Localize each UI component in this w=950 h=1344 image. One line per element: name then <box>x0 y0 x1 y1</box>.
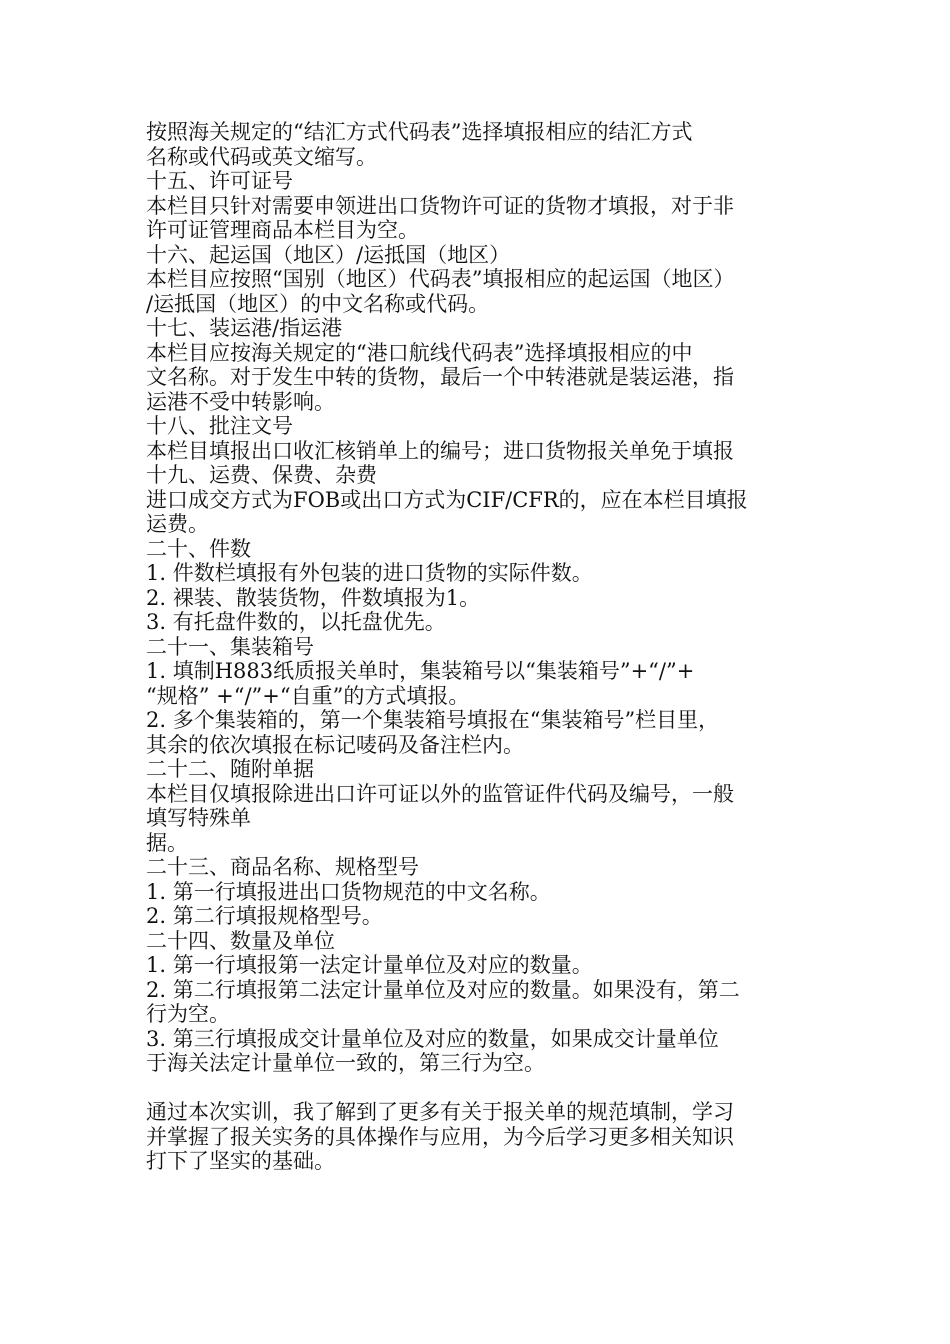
text-line: 2. 第二行填报第二法定计量单位及对应的数量。如果没有，第二 <box>146 977 740 1002</box>
text-line: 本栏目填报出口收汇核销单上的编号；进口货物报关单免于填报 <box>146 438 734 463</box>
text-line: 运港不受中转影响。 <box>146 389 335 414</box>
text-line: 行为空。 <box>146 1002 230 1026</box>
text-line: 按照海关规定的“结汇方式代码表”选择填报相应的结汇方式 <box>146 120 693 144</box>
text-line: 进口成交方式为FOB或出口方式为CIF/CFR的，应在本栏目填报 <box>146 487 748 512</box>
text-line: 本栏目只针对需要申领进出口货物许可证的货物才填报，对于非 <box>146 193 734 218</box>
text-line: 并掌握了报关实务的具体操作与应用，为今后学习更多相关知识 <box>146 1124 734 1149</box>
text-line: 通过本次实训，我了解到了更多有关于报关单的规范填制，学习 <box>146 1100 734 1124</box>
text-line: 2. 裸装、散装货物，件数填报为1。 <box>146 585 481 610</box>
text-line: 许可证管理商品本栏目为空。 <box>146 218 419 242</box>
text-line: 十六、起运国（地区）/运抵国（地区） <box>146 242 511 267</box>
text-line: 于海关法定计量单位一致的，第三行为空。 <box>146 1051 545 1075</box>
text-line: 二十二、随附单据 <box>146 757 314 781</box>
text-line: 打下了坚实的基础。 <box>146 1149 335 1173</box>
text-line: 十五、许可证号 <box>146 169 293 193</box>
document-body <box>146 120 818 1174</box>
text-line: 本栏目仅填报除进出口许可证以外的监管证件代码及编号，一般 <box>146 781 734 806</box>
text-line: 据。 <box>146 830 188 855</box>
text-line: 1. 填制H883纸质报关单时，集装箱号以“集装箱号”+“/”+ <box>146 659 695 683</box>
text-line: 其余的依次填报在标记唛码及备注栏内。 <box>146 732 524 757</box>
text-line: 1. 第一行填报第一法定计量单位及对应的数量。 <box>146 953 593 977</box>
text-line: 填写特殊单 <box>146 806 251 830</box>
text-line: 十七、装运港/指运港 <box>146 316 343 340</box>
text-line: 二十三、商品名称、规格型号 <box>146 855 419 879</box>
text-line: 运费。 <box>146 512 209 536</box>
text-line: 本栏目应按海关规定的“港口航线代码表”选择填报相应的中 <box>146 340 693 365</box>
text-line: 文名称。对于发生中转的货物，最后一个中转港就是装运港，指 <box>146 365 734 389</box>
text-line: 十九、运费、保费、杂费 <box>146 463 377 487</box>
text-line: 名称或代码或英文缩写。 <box>146 144 377 169</box>
text-line: 二十一、集装箱号 <box>146 634 314 659</box>
text-line: 二十、件数 <box>146 536 251 561</box>
text-line: 2. 多个集装箱的，第一个集装箱号填报在“集装箱号”栏目里， <box>146 708 720 732</box>
text-line: “规格” +“/”+“自重”的方式填报。 <box>146 683 470 708</box>
text-line: 本栏目应按照“国别（地区）代码表”填报相应的起运国（地区） <box>146 267 735 291</box>
text-line: 2. 第二行填报规格型号。 <box>146 904 383 928</box>
text-line: 1. 第一行填报进出口货物规范的中文名称。 <box>146 879 551 904</box>
text-line: 1. 件数栏填报有外包装的进口货物的实际件数。 <box>146 561 593 585</box>
text-line: 二十四、数量及单位 <box>146 928 335 953</box>
blank-line <box>146 1076 818 1101</box>
text-line: 3. 第三行填报成交计量单位及对应的数量，如果成交计量单位 <box>146 1026 719 1051</box>
text-line: 十八、批注文号 <box>146 414 293 438</box>
text-line: /运抵国（地区）的中文名称或代码。 <box>146 291 490 316</box>
text-line: 3. 有托盘件数的，以托盘优先。 <box>146 610 446 634</box>
